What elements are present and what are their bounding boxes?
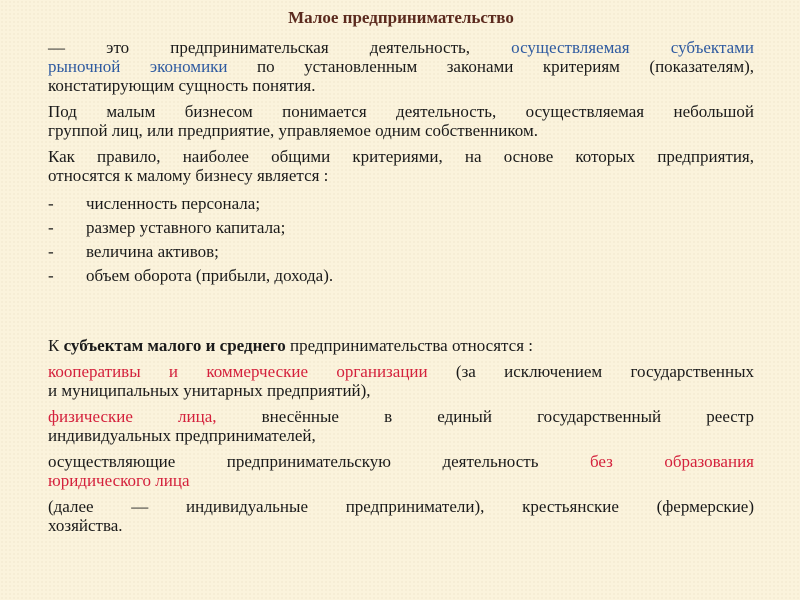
highlight-market-economy: рыночной экономики [48,57,228,76]
individuals-line-1: физические лица, внесённые в единый государственный реестр [48,407,754,426]
criteria-intro-line-1: Как правило, наиболее общими критериями, на основе которых предприятия, [48,147,754,166]
slide-title: Малое предпринимательство [288,8,514,27]
definition-line-1: — это предпринимательская деятельность, осуществляемая субъектами [48,38,754,57]
list-item-text: размер уставного капитала; [86,218,286,237]
without-entity-line-1: осуществляющие предпринимательскую деятельность без образования [48,452,754,471]
definition-line-3: констатирующим сущность понятия. [48,76,316,95]
highlight-individuals: физические лица, [48,407,217,426]
subjects-intro: К субъектам малого и среднего предпринимательства относятся : [48,336,534,355]
list-item-text: численность персонала; [86,194,261,213]
cooperatives-line-2: и муниципальных унитарных предприятий), [48,381,371,400]
list-item-text: величина активов; [86,242,219,261]
highlight-cooperatives: кооперативы и коммерческие организации [48,362,428,381]
definition-line-2: рыночной экономики по установленным законами критериям (показателям), [48,57,754,76]
list-item-text: объем оборота (прибыли, дохода). [86,266,334,285]
highlight-without-entity: без образования [589,452,754,471]
list-dash: - [48,218,54,237]
entrepreneurs-line-1: (далее — индивидуальные предприниматели), крестьянские (фермерские) [48,497,754,516]
individuals-line-2: индивидуальных предпринимателей, [48,426,316,445]
list-dash: - [48,242,54,261]
small-business-line-1: Под малым бизнесом понимается деятельность, осуществляемая небольшой [48,102,754,121]
list-dash: - [48,194,54,213]
highlight-subjects: осуществляемая субъектами [511,38,754,57]
small-business-line-2: группой лиц, или предприятие, управляемое одним собственником. [48,121,538,140]
cooperatives-line-1: кооперативы и коммерческие организации (за исключением государственных [48,362,754,381]
subjects-bold: субъектам малого и среднего [63,336,286,355]
criteria-intro-line-2: относятся к малому бизнесу является : [48,166,329,185]
list-dash: - [48,266,54,285]
without-entity-line-2: юридического лица [48,471,190,490]
entrepreneurs-line-2: хозяйства. [48,516,123,535]
